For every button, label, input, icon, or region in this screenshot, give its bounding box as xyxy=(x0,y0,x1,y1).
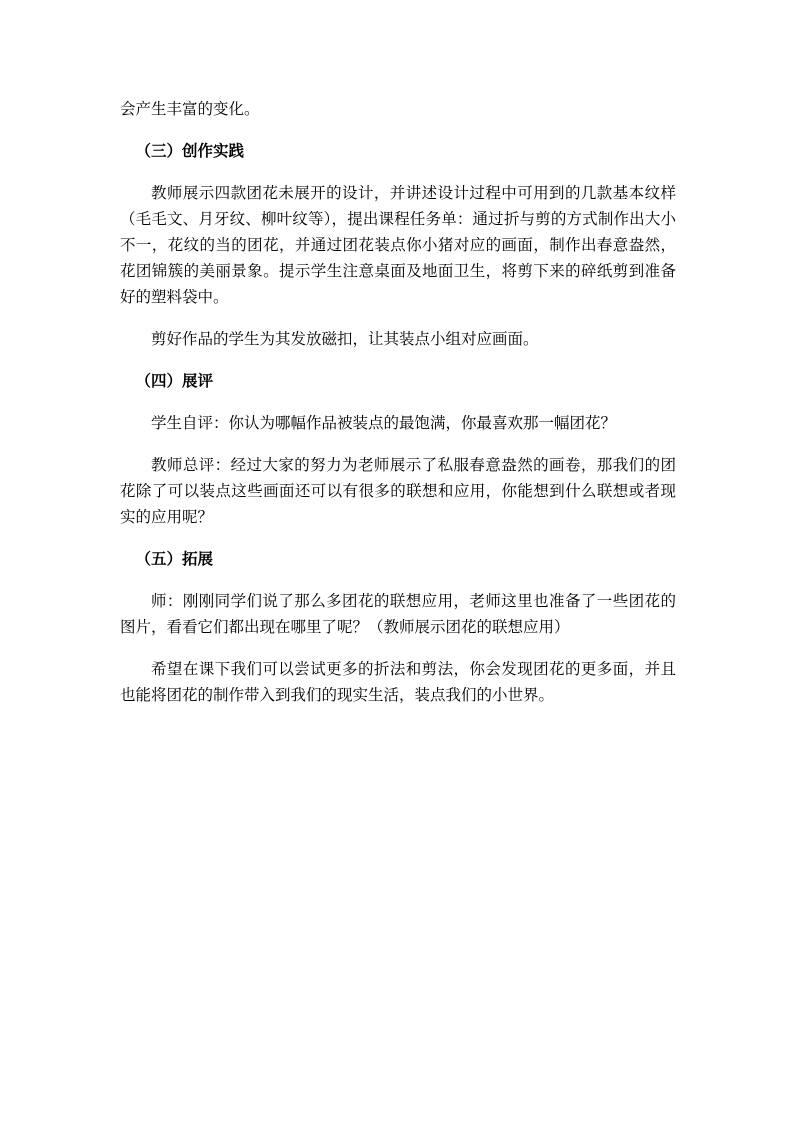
paragraph-teacher-demo: 教师展示四款团花未展开的设计，并讲述设计过程中可用到的几款基本纹样（毛毛文、月牙纹、柳叶纹等），提出课程任务单：通过折与剪的方式制作出大小不一，花纹的当的团花，并通过团花装点你小猪对应的画面，制作出春意盎然，花团锦簇的美丽景象。提示学生注意桌面及地面卫生，将剪下来的碎纸剪到准备好的塑料袋中。 xyxy=(120,184,676,306)
section-heading-extension: （五）拓展 xyxy=(135,550,214,568)
document-body xyxy=(120,96,676,724)
paragraph-magnet-reward: 剪好作品的学生为其发放磁扣，让其装点小组对应画面。 xyxy=(151,330,539,348)
paragraph-continuation: 会产生丰富的变化。 xyxy=(120,100,260,118)
paragraph-teacher-review: 教师总评：经过大家的努力为老师展示了私服春意盎然的画卷，那我们的团花除了可以装点这些画面还可以有很多的联想和应用，你能想到什么联想或者现实的应用呢？ xyxy=(120,456,676,526)
paragraph-student-self-review: 学生自评：你认为哪幅作品被装点的最饱满，你最喜欢那一幅团花？ xyxy=(151,414,617,432)
paragraph-teacher-extension: 师：刚刚同学们说了那么多团花的联想应用，老师这里也准备了一些团花的图片，看看它们都出现在哪里了呢？（教师展示团花的联想应用） xyxy=(120,592,676,636)
section-heading-exhibition: （四）展评 xyxy=(135,372,214,390)
paragraph-closing-hope: 希望在课下我们可以尝试更多的折法和剪法，你会发现团花的更多面，并且也能将团花的制作带入到我们的现实生活，装点我们的小世界。 xyxy=(120,660,676,704)
section-heading-creative-practice: （三）创作实践 xyxy=(135,142,245,160)
